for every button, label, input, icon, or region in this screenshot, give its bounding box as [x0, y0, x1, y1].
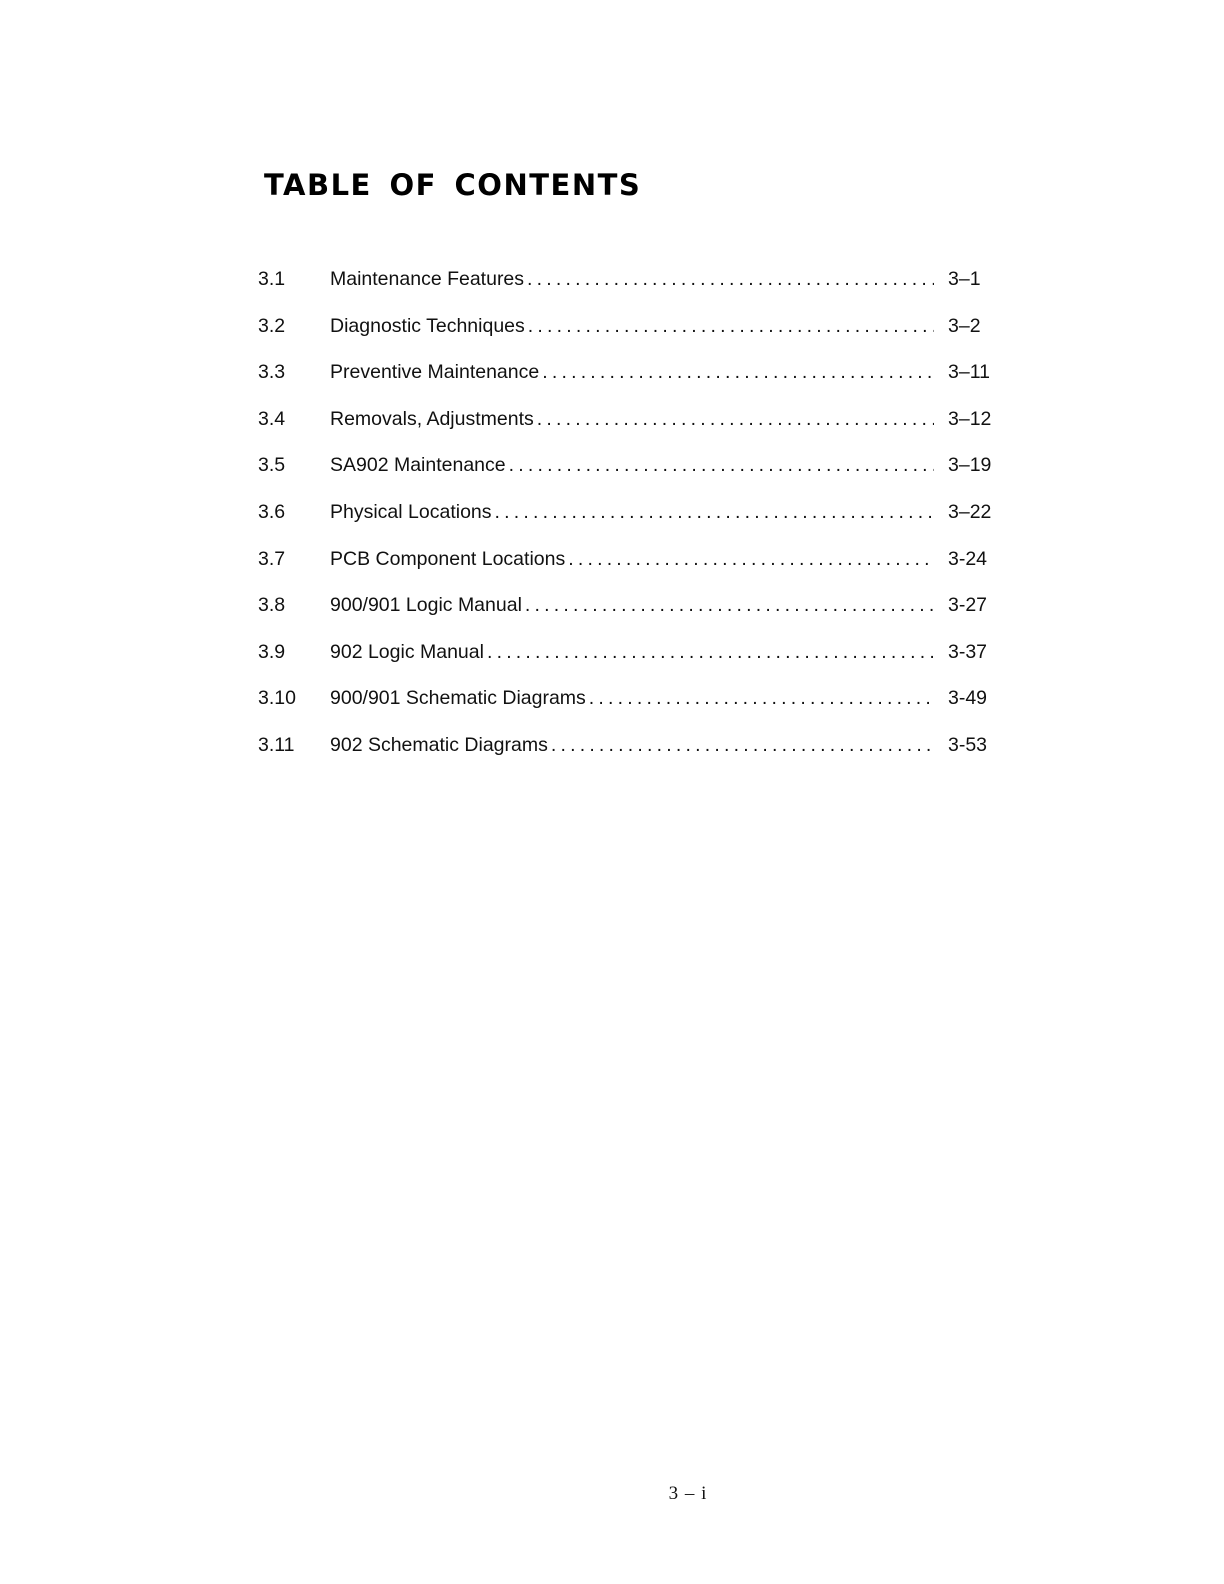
section-title-with-leader	[330, 454, 934, 477]
section-page: 3–11	[948, 361, 990, 384]
section-title: Removals, Adjustments	[330, 407, 534, 430]
toc-entry	[258, 641, 1000, 688]
toc-entry	[258, 687, 1000, 734]
section-title-with-leader	[330, 687, 934, 710]
page-number: 3 – i	[668, 1483, 708, 1504]
toc-entry	[258, 408, 1000, 455]
section-title-with-leader	[330, 268, 934, 291]
dot-leader	[525, 315, 934, 338]
toc-entry	[258, 548, 1000, 595]
section-page: 3–1	[948, 268, 981, 290]
toc-entry	[258, 268, 1000, 315]
section-number: 3.11	[258, 733, 295, 756]
section-title: Physical Locations	[330, 500, 492, 523]
section-number: 3.10	[258, 687, 296, 710]
dot-leader	[492, 501, 934, 524]
section-page: 3–19	[948, 454, 992, 477]
section-number: 3.4	[258, 407, 286, 430]
toc-entry	[258, 315, 1000, 362]
section-title-with-leader	[330, 315, 934, 338]
section-number: 3.2	[258, 314, 286, 337]
section-title: 902 Logic Manual	[330, 640, 484, 663]
toc-entry	[258, 594, 1000, 641]
section-page: 3–22	[948, 500, 992, 523]
section-title: 900/901 Schematic Diagrams	[330, 687, 586, 710]
section-title-with-leader	[330, 501, 934, 524]
section-title-with-leader	[330, 548, 934, 571]
dot-leader	[565, 548, 934, 571]
section-title: SA902 Maintenance	[330, 454, 506, 477]
section-number: 3.8	[258, 594, 286, 617]
section-title-with-leader	[330, 361, 934, 384]
dot-leader	[522, 594, 934, 617]
toc-entry	[258, 361, 1000, 408]
toc-entry	[258, 501, 1000, 548]
dot-leader	[586, 687, 934, 710]
dot-leader	[548, 734, 934, 757]
toc-entry	[258, 734, 1000, 781]
section-page: 3-53	[948, 733, 988, 756]
section-title-with-leader	[330, 734, 934, 757]
section-number: 3.5	[258, 454, 286, 477]
section-title: Maintenance Features	[330, 268, 525, 290]
section-title: Diagnostic Techniques	[330, 314, 525, 337]
section-number: 3.3	[258, 361, 286, 384]
section-number: 3.9	[258, 640, 286, 663]
section-number: 3.1	[258, 268, 286, 290]
table-of-contents	[258, 268, 1000, 781]
section-page: 3-27	[948, 594, 988, 617]
dot-leader	[539, 361, 934, 384]
section-page: 3–2	[948, 314, 981, 337]
section-title-with-leader	[330, 594, 934, 617]
section-number: 3.6	[258, 500, 286, 523]
section-title: Preventive Maintenance	[330, 361, 540, 384]
section-title: PCB Component Locations	[330, 547, 566, 570]
section-number: 3.7	[258, 547, 286, 570]
section-title-with-leader	[330, 641, 934, 664]
section-title: 900/901 Logic Manual	[330, 594, 522, 617]
section-page: 3-37	[948, 640, 988, 663]
toc-entry	[258, 454, 1000, 501]
section-title-with-leader	[330, 408, 934, 431]
dot-leader	[534, 408, 934, 431]
section-page: 3-24	[948, 547, 988, 570]
dot-leader	[506, 454, 934, 477]
dot-leader	[524, 268, 934, 291]
section-page: 3-49	[948, 687, 988, 710]
section-title: 902 Schematic Diagrams	[330, 733, 548, 756]
page-title: TABLE OF CONTENTS	[264, 168, 642, 202]
dot-leader	[484, 641, 934, 664]
section-page: 3–12	[948, 407, 992, 430]
